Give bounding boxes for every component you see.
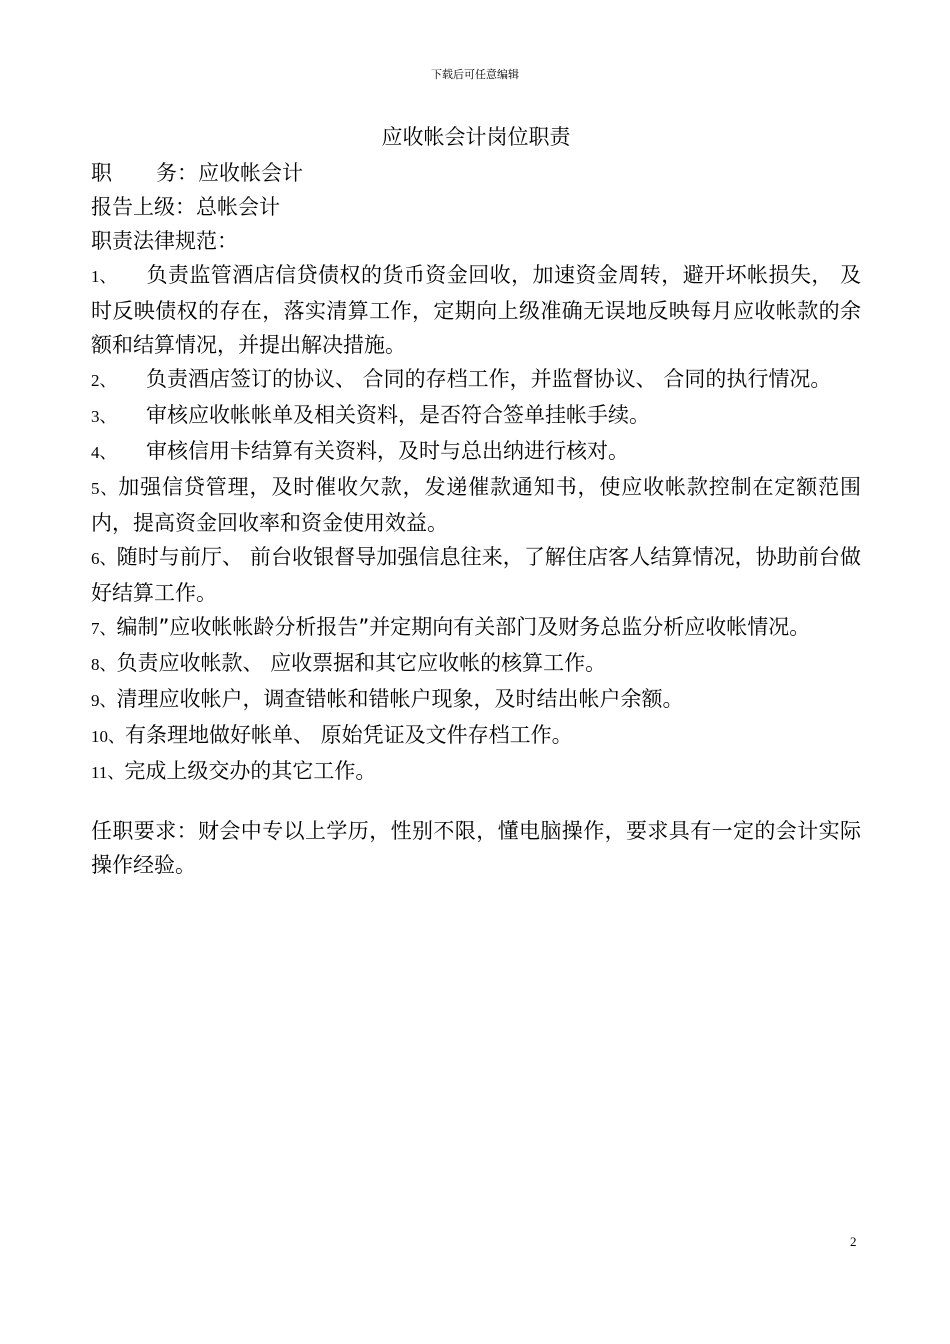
duty-number: 10、 (91, 727, 125, 746)
duty-item-1 (91, 258, 861, 362)
duty-number: 8、 (91, 655, 117, 674)
duty-item-3 (91, 398, 861, 434)
position-value: 应收帐会计 (198, 161, 303, 185)
duty-item-5 (91, 470, 861, 540)
duty-number: 7、 (91, 619, 117, 638)
duty-text: 清理应收帐户，调查错帐和错帐户现象，及时结出帐户余额。 (116, 687, 684, 711)
duty-item-10 (91, 718, 861, 754)
duty-item-11 (91, 754, 861, 790)
duty-number: 2、 (91, 371, 117, 390)
document-title: 应收帐会计岗位职责 (381, 125, 571, 149)
report-to-value: 总帐会计 (196, 195, 280, 219)
duty-text: 审核信用卡结算有关资料，及时与总出纳进行核对。 (146, 439, 629, 463)
requirements-paragraph: 任职要求：财会中专以上学历，性别不限，懂电脑操作，要求具有一定的会计实际操作经验。 (91, 819, 861, 877)
duty-text: 完成上级交办的其它工作。 (124, 759, 377, 783)
duty-text: 负责监管酒店信贷债权的货币资金回收，加速资金周转，避开坏帐损失， 及时反映债权的存在，落实清算工作，定期向上级准确无误地反映每月应收帐款的余额和结算情况，并提出解决措施。 (91, 263, 861, 357)
duty-item-8 (91, 646, 861, 682)
duty-text: 负责酒店签订的协议、 合同的存档工作，并监督协议、 合同的执行情况。 (146, 367, 832, 391)
duty-number: 9、 (91, 691, 117, 710)
duty-item-9 (91, 682, 861, 718)
duty-number: 5、 (91, 479, 119, 498)
header-note: 下载后可任意编辑 (431, 68, 519, 81)
duty-text: 有条理地做好帐单、 原始凭证及文件存档工作。 (125, 723, 573, 747)
duty-item-4 (91, 434, 861, 470)
page-number: 2 (850, 1234, 857, 1249)
duty-text: 随时与前厅、 前台收银督导加强信息往来，了解住店客人结算情况，协助前台做好结算工作。 (91, 545, 861, 605)
position-label-b: 务： (156, 161, 198, 185)
duty-number: 6、 (91, 549, 117, 568)
duty-text: 加强信贷管理，及时催收欠款，发递催款通知书，使应收帐款控制在定额范围内，提高资金回收率和资金使用效益。 (91, 475, 862, 535)
duty-text: 编制”应收帐帐龄分析报告”并定期向有关部门及财务总监分析应收帐情况。 (116, 615, 811, 639)
report-to-line (91, 190, 861, 224)
duty-number: 11、 (91, 763, 125, 782)
duty-item-6 (91, 540, 861, 610)
duty-text: 负责应收帐款、 应收票据和其它应收帐的核算工作。 (116, 651, 607, 675)
duty-number: 4、 (91, 443, 117, 462)
report-to-label: 报告上级： (91, 195, 196, 219)
position-line (91, 156, 861, 190)
document-body (91, 118, 861, 903)
duty-item-7 (91, 610, 861, 646)
duty-text: 审核应收帐帐单及相关资料，是否符合签单挂帐手续。 (146, 403, 650, 427)
duty-item-2 (91, 362, 861, 398)
duties-heading: 职责法律规范： (91, 229, 238, 253)
duty-number: 1、 (91, 267, 117, 286)
duty-number: 3、 (91, 407, 117, 426)
position-label-a: 职 (91, 161, 112, 185)
